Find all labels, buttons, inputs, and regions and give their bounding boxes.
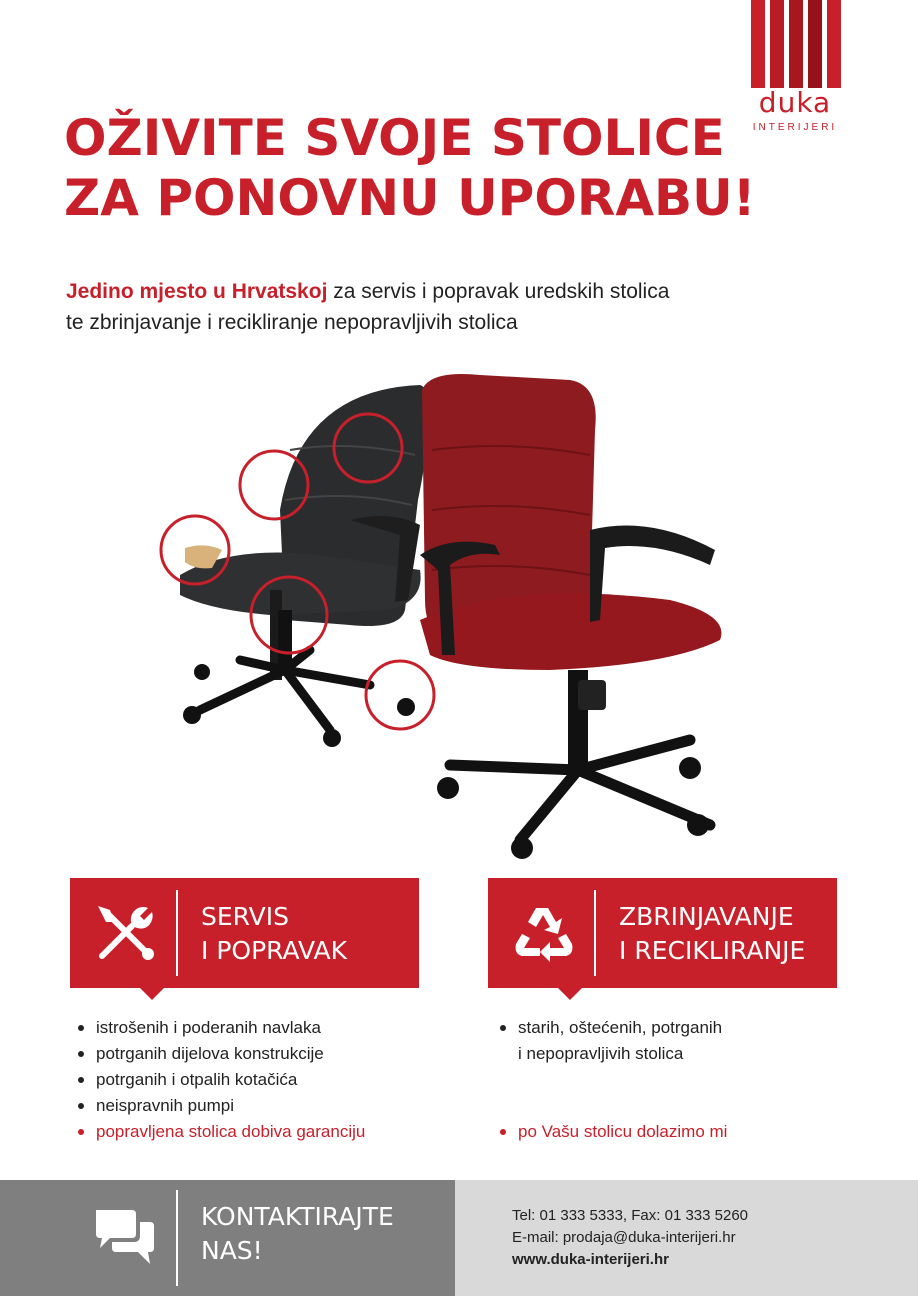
list-item-continuation: i nepopravljivih stolica xyxy=(518,1044,684,1063)
headline-line-2: ZA PONOVNU UPORABU! xyxy=(64,169,756,227)
recikliranje-list xyxy=(496,1015,727,1145)
contact-title-line-2: NAS! xyxy=(201,1236,263,1265)
servis-title-line-2: I POPRAVAK xyxy=(201,936,348,965)
contact-details xyxy=(455,1180,918,1296)
headline-line-1: OŽIVITE SVOJE STOLICE xyxy=(64,109,725,167)
recikliranje-panel xyxy=(488,878,837,988)
intro-highlight: Jedino mjesto u Hrvatskoj xyxy=(66,280,328,303)
logo-word: duka xyxy=(758,86,832,119)
servis-guarantee: popravljena stolica dobiva garanciju xyxy=(74,1119,365,1145)
recikliranje-title-line-2: I RECIKLIRANJE xyxy=(619,936,806,965)
list-item: potrganih i otpalih kotačića xyxy=(74,1067,365,1093)
recikliranje-title xyxy=(619,900,805,968)
brand-logo xyxy=(745,0,845,140)
list-item: neispravnih pumpi xyxy=(74,1093,365,1119)
contact-email[interactable]: E-mail: prodaja@duka-interijeri.hr xyxy=(512,1229,736,1246)
headline xyxy=(64,108,756,228)
contact-title-line-1: KONTAKTIRAJTE xyxy=(201,1202,394,1231)
list-spacer xyxy=(496,1093,727,1119)
contact-title xyxy=(201,1200,394,1268)
servis-title-line-1: SERVIS xyxy=(201,902,290,931)
worn-chair xyxy=(161,385,434,747)
servis-divider xyxy=(176,890,178,976)
repaired-chair xyxy=(420,374,721,859)
list-item: starih, oštećenih, potrganih xyxy=(496,1015,727,1041)
list-item: istrošenih i poderanih navlaka xyxy=(74,1015,365,1041)
contact-website-link[interactable]: www.duka-interijeri.hr xyxy=(512,1251,669,1268)
tools-icon xyxy=(92,900,158,966)
recikliranje-pickup: po Vašu stolicu dolazimo mi xyxy=(496,1119,727,1145)
intro-text xyxy=(66,276,826,338)
logo-bars xyxy=(751,0,841,88)
list-item: potrganih dijelova konstrukcije xyxy=(74,1041,365,1067)
servis-title xyxy=(201,900,347,968)
recikliranje-divider xyxy=(594,890,596,976)
contact-phone[interactable]: Tel: 01 333 5333, Fax: 01 333 5260 xyxy=(512,1207,749,1224)
servis-panel xyxy=(70,878,419,988)
list-spacer xyxy=(496,1067,727,1093)
logo-subtitle: INTERIJERI xyxy=(752,122,838,133)
chat-bubbles-icon xyxy=(92,1206,156,1268)
office-chairs-illustration xyxy=(150,370,750,870)
intro-rest: za servis i popravak uredskih stolica xyxy=(327,280,670,303)
contact-banner xyxy=(0,1180,455,1296)
servis-list xyxy=(74,1015,365,1145)
recikliranje-title-line-1: ZBRINJAVANJE xyxy=(619,902,794,931)
recycle-icon xyxy=(510,900,576,966)
intro-line-2: te zbrinjavanje i recikliranje nepopravljivih stolica xyxy=(66,311,518,334)
contact-info xyxy=(512,1205,748,1271)
contact-divider xyxy=(176,1190,178,1286)
